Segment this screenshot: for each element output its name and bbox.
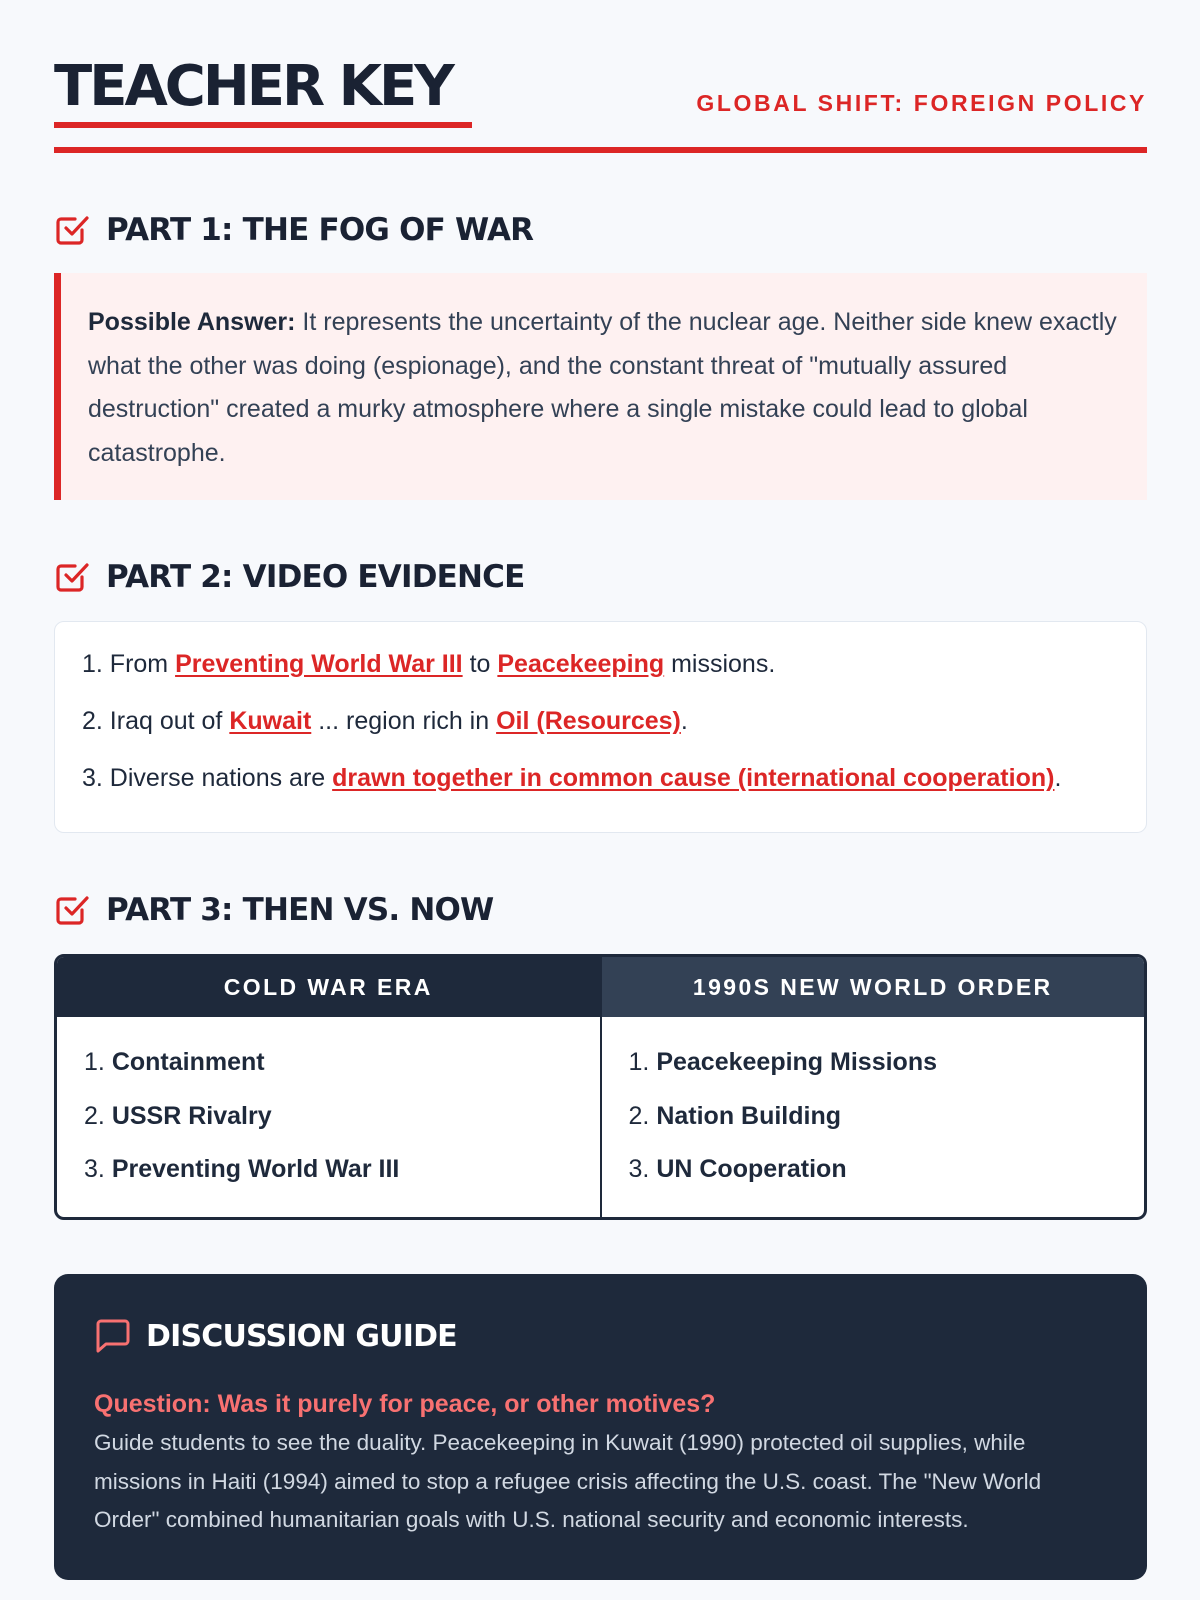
part3-title: PART 3: THEN VS. NOW <box>106 892 494 928</box>
answer-label: Possible Answer: <box>88 308 296 336</box>
item-text: Preventing World War III <box>111 1155 400 1183</box>
checkbox-checked-icon <box>54 892 90 928</box>
item-number: 3. <box>84 1155 105 1183</box>
checkbox-checked-icon <box>54 559 90 595</box>
part1-heading <box>54 208 533 252</box>
item-number: 3. <box>628 1155 650 1183</box>
item-number: 1. <box>82 650 103 678</box>
list-item <box>84 1100 600 1154</box>
item-number: 1. <box>628 1048 650 1076</box>
item-text: Containment <box>111 1048 265 1076</box>
part2-heading <box>54 555 525 599</box>
possible-answer-box <box>54 273 1147 500</box>
answer-text: It represents the uncertainty of the nuclear age. Neither side knew exactly what the other was doing (espionage), and the constant threat of "mutually assured destruction" created a murky atmosphere where a single mistake could lead to global catastrophe. <box>88 308 1117 467</box>
discussion-heading <box>94 1314 457 1358</box>
page-header <box>54 0 1147 156</box>
comparison-table <box>54 954 1147 1220</box>
discussion-guide-panel <box>54 1274 1147 1580</box>
item-number: 3. <box>82 764 103 792</box>
teacher-key-page <box>54 0 1147 1532</box>
part1-title: PART 1: THE FOG OF WAR <box>106 212 534 248</box>
evidence-item <box>82 705 1146 762</box>
item-text: to <box>462 650 498 678</box>
answer-highlight: Oil (Resources) <box>496 707 681 735</box>
item-text: From <box>102 650 176 678</box>
video-evidence-box <box>54 621 1147 833</box>
item-text: Iraq out of <box>102 707 230 735</box>
answer-highlight: Kuwait <box>229 707 312 735</box>
item-number: 2. <box>84 1101 105 1130</box>
part2-title: PART 2: VIDEO EVIDENCE <box>106 559 525 595</box>
discussion-title: DISCUSSION GUIDE <box>146 1318 457 1354</box>
answer-highlight: Peacekeeping <box>497 650 665 678</box>
discussion-guide-text: Guide students to see the duality. Peacekeeping in Kuwait (1990) protected oil supplies, while missions in Haiti (1994) aimed to stop a refugee crisis affecting the U.S. coast. The "New World Order" combined humanitarian goals with U.S. national security and economic interests. <box>94 1430 1042 1532</box>
title-underline <box>54 122 472 128</box>
new-world-order-column <box>600 957 1145 1217</box>
item-text: . <box>1054 764 1062 792</box>
item-text: Nation Building <box>656 1101 842 1130</box>
column-header: COLD WAR ERA <box>57 957 600 1017</box>
cold-war-column <box>57 957 600 1217</box>
item-number: 2. <box>82 707 103 735</box>
item-text: . <box>680 707 688 735</box>
list-item <box>629 1153 1145 1207</box>
item-text: ... region rich in <box>311 707 497 735</box>
item-text: UN Cooperation <box>656 1155 847 1183</box>
evidence-item <box>82 762 1146 819</box>
item-text: Peacekeeping Missions <box>656 1048 937 1076</box>
page-title: TEACHER KEY <box>54 54 452 119</box>
answer-highlight: drawn together in common cause (international cooperation) <box>332 764 1055 792</box>
evidence-item <box>82 648 1146 705</box>
chat-bubble-icon <box>94 1317 132 1355</box>
header-divider <box>54 147 1147 153</box>
item-number: 2. <box>628 1101 650 1130</box>
list-item <box>629 1100 1145 1154</box>
part3-heading <box>54 888 493 932</box>
column-header: 1990S NEW WORLD ORDER <box>602 957 1145 1017</box>
item-text: USSR Rivalry <box>111 1101 272 1130</box>
list-item <box>84 1046 600 1100</box>
list-item <box>629 1046 1145 1100</box>
item-text: Diverse nations are <box>102 764 333 792</box>
page-subtitle: GLOBAL SHIFT: FOREIGN POLICY <box>696 90 1147 116</box>
answer-highlight: Preventing World War III <box>175 650 463 678</box>
checkbox-checked-icon <box>54 212 90 248</box>
item-text: missions. <box>664 650 776 678</box>
discussion-question: Question: Was it purely for peace, or other motives? <box>94 1390 716 1418</box>
item-number: 1. <box>84 1048 105 1076</box>
list-item <box>84 1153 600 1207</box>
